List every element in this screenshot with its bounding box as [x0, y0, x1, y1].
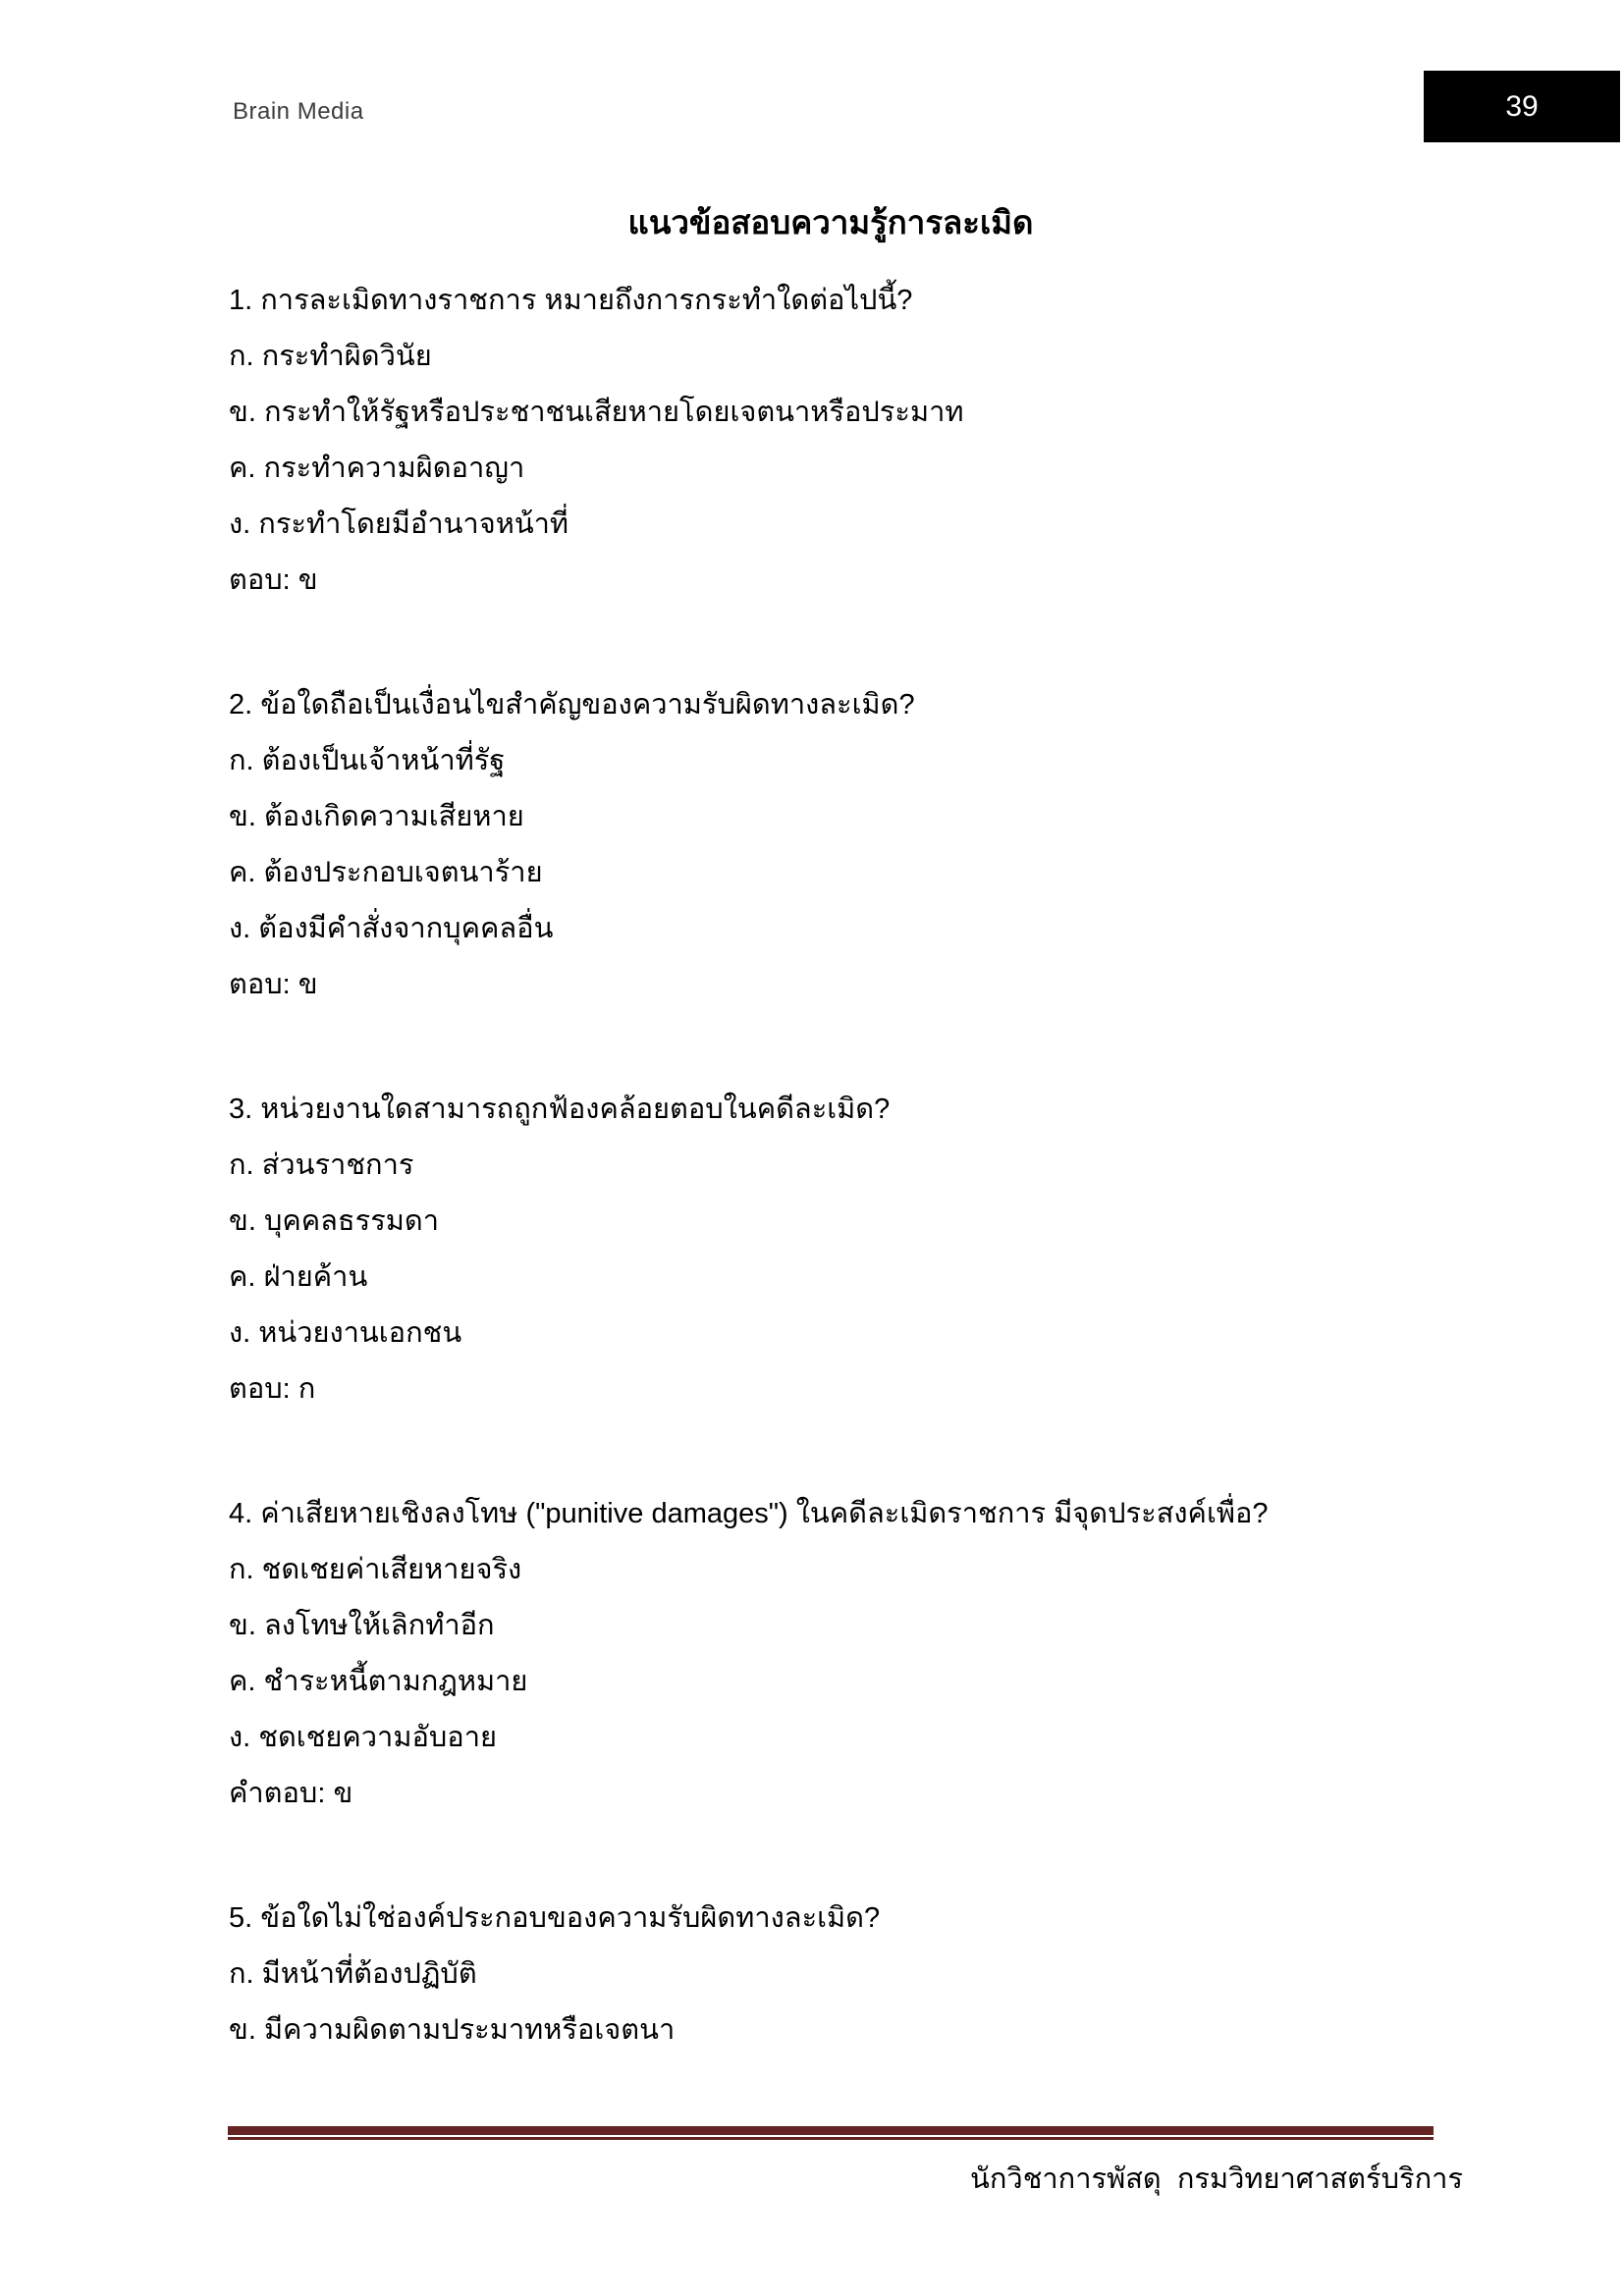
question-3-option-c: ค. ฝ่ายค้าน — [229, 1261, 368, 1293]
question-1 — [229, 273, 1446, 609]
question-2-answer: ตอบ: ข — [229, 969, 318, 1000]
question-1-option-a: ก. กระทำผิดวินัย — [229, 341, 432, 372]
question-5-option-a: ก. มีหน้าที่ต้องปฏิบัติ — [229, 1958, 477, 1990]
question-4-option-c: ค. ชำระหนี้ตามกฎหมาย — [229, 1666, 528, 1697]
question-1-option-d: ง. กระทำโดยมีอำนาจหน้าที่ — [229, 508, 569, 540]
footer-divider — [228, 2126, 1434, 2140]
page-number-box — [1424, 71, 1620, 142]
question-5-option-b: ข. มีความผิดตามประมาทหรือเจตนา — [229, 2014, 676, 2046]
question-1-answer: ตอบ: ข — [229, 564, 318, 596]
question-3-option-b: ข. บุคคลธรรมดา — [229, 1205, 440, 1237]
question-2-option-c: ค. ต้องประกอบเจตนาร้าย — [229, 857, 543, 888]
question-4-option-a: ก. ชดเชยค่าเสียหายจริง — [229, 1554, 522, 1585]
question-3 — [229, 1082, 1446, 1417]
question-2-option-d: ง. ต้องมีคำสั่งจากบุคคลอื่น — [229, 913, 554, 944]
question-2-text: 2. ข้อใดถือเป็นเงื่อนไขสำคัญของความรับผิดทางละเมิด? — [229, 689, 915, 721]
question-4-option-b: ข. ลงโทษให้เลิกทำอีก — [229, 1610, 495, 1641]
question-2-option-b: ข. ต้องเกิดความเสียหาย — [229, 801, 524, 832]
question-3-option-a: ก. ส่วนราชการ — [229, 1149, 414, 1181]
page-title: แนวข้อสอบความรู้การละเมิด — [627, 204, 1034, 240]
question-2-option-a: ก. ต้องเป็นเจ้าหน้าที่รัฐ — [229, 745, 506, 776]
question-3-answer: ตอบ: ก — [229, 1373, 316, 1405]
question-1-option-c: ค. กระทำความผิดอาญา — [229, 453, 525, 484]
question-4-text: 4. ค่าเสียหายเชิงลงโทษ ("punitive damages") ในคดีละเมิดราชการ มีจุดประสงค์เพื่อ? — [229, 1498, 1269, 1529]
question-5-text: 5. ข้อใดไม่ใช่องค์ประกอบของความรับผิดทางละเมิด? — [229, 1902, 881, 1934]
question-3-option-d: ง. หน่วยงานเอกชน — [229, 1317, 462, 1349]
brand-text: Brain Media — [233, 98, 364, 125]
page-number: 39 — [1505, 89, 1539, 123]
question-4 — [229, 1486, 1446, 1822]
footer-text: นักวิชาการพัสดุ กรมวิทยาศาสตร์บริการ — [970, 2163, 1463, 2195]
footer-divider-thick-line — [228, 2126, 1434, 2135]
question-5 — [229, 1891, 1446, 2058]
question-4-answer: คำตอบ: ข — [229, 1778, 353, 1809]
question-list — [229, 273, 1446, 2058]
question-1-text: 1. การละเมิดทางราชการ หมายถึงการกระทำใดต่อไปนี้? — [229, 285, 913, 316]
question-2 — [229, 677, 1446, 1013]
question-4-option-d: ง. ชดเชยความอับอาย — [229, 1722, 497, 1753]
question-1-option-b: ข. กระทำให้รัฐหรือประชาชนเสียหายโดยเจตนาหรือประมาท — [229, 397, 964, 428]
question-3-text: 3. หน่วยงานใดสามารถถูกฟ้องคล้อยตอบในคดีละเมิด? — [229, 1094, 891, 1125]
footer-divider-thin-line — [228, 2137, 1434, 2140]
